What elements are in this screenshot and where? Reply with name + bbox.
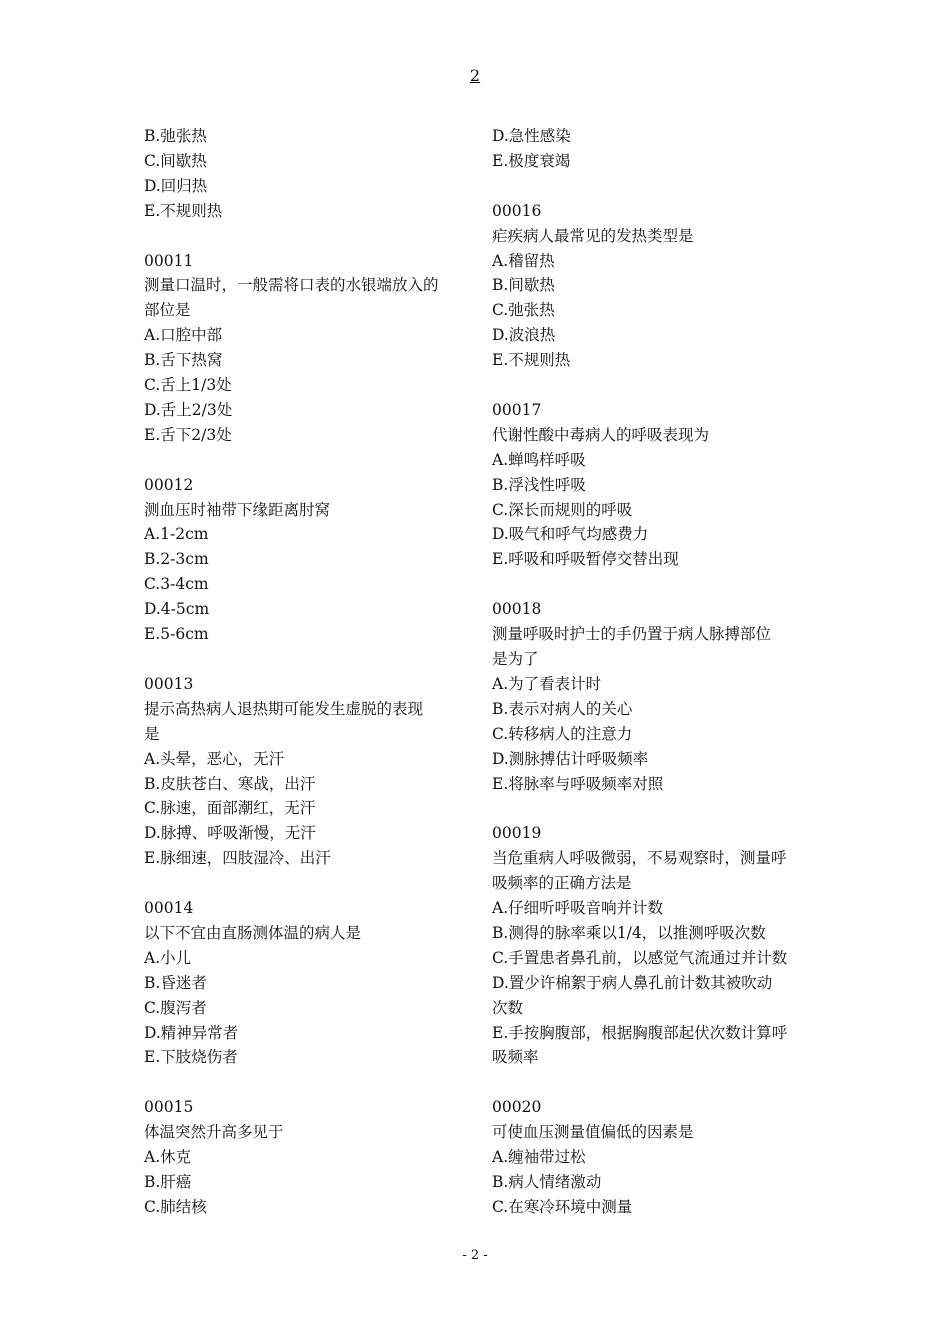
answer-option: D.吸气和呼气均感费力 bbox=[492, 525, 649, 544]
answer-option: B.表示对病人的关心 bbox=[492, 699, 633, 718]
answer-option: D.置少许棉絮于病人鼻孔前计数其被吹动 bbox=[492, 973, 773, 992]
answer-option: C.弛张热 bbox=[492, 301, 555, 320]
question-text: 以下不宜由直肠测体温的病人是 bbox=[144, 923, 362, 942]
question-block bbox=[492, 398, 822, 572]
question-text: 部位是 bbox=[144, 301, 191, 320]
answer-option: C.手置患者鼻孔前，以感觉气流通过并计数 bbox=[492, 948, 788, 967]
question-gap bbox=[144, 448, 474, 473]
page-number-header: 2 bbox=[469, 66, 481, 85]
answer-option: E.下肢烧伤者 bbox=[144, 1048, 238, 1067]
answer-option: C.深长而规则的呼吸 bbox=[492, 500, 633, 519]
answer-option: E.极度衰竭 bbox=[492, 151, 571, 170]
question-block bbox=[492, 1095, 822, 1220]
question-block bbox=[144, 473, 474, 647]
left-column bbox=[144, 124, 474, 1220]
answer-option: C.3-4cm bbox=[144, 575, 209, 594]
answer-option: C.肺结核 bbox=[144, 1197, 207, 1216]
question-id: 00019 bbox=[492, 824, 542, 843]
answer-option: B.2-3cm bbox=[144, 550, 209, 569]
answer-option: E.舌下2/3处 bbox=[144, 425, 232, 444]
answer-option: E.不规则热 bbox=[144, 201, 223, 220]
answer-option: C.舌上1/3处 bbox=[144, 376, 232, 395]
question-block bbox=[492, 199, 822, 373]
question-id: 00014 bbox=[144, 899, 194, 918]
answer-option: E.5-6cm bbox=[144, 625, 209, 644]
question-text: 当危重病人呼吸微弱，不易观察时，测量呼 bbox=[492, 849, 787, 868]
question-block bbox=[144, 124, 474, 224]
question-text: 测血压时袖带下缘距离肘窝 bbox=[144, 500, 331, 519]
answer-option: A.稽留热 bbox=[492, 251, 555, 270]
question-block bbox=[492, 597, 822, 796]
question-id: 00012 bbox=[144, 475, 194, 494]
question-text: 代谢性酸中毒病人的呼吸表现为 bbox=[492, 425, 710, 444]
answer-option: D.精神异常者 bbox=[144, 1023, 239, 1042]
question-text: 疟疾病人最常见的发热类型是 bbox=[492, 226, 694, 245]
question-text: 测量口温时，一般需将口表的水银端放入的 bbox=[144, 276, 439, 295]
question-text: 提示高热病人退热期可能发生虚脱的表现 bbox=[144, 699, 424, 718]
question-gap bbox=[144, 871, 474, 896]
answer-option: B.间歇热 bbox=[492, 276, 555, 295]
answer-option: A.为了看表计时 bbox=[492, 674, 602, 693]
question-id: 00020 bbox=[492, 1098, 542, 1117]
answer-option: B.皮肤苍白、寒战，出汗 bbox=[144, 774, 316, 793]
answer-option: A.缠袖带过松 bbox=[492, 1148, 586, 1167]
answer-option: D.急性感染 bbox=[492, 127, 571, 145]
answer-option: D.波浪热 bbox=[492, 326, 556, 345]
answer-option: A.1-2cm bbox=[144, 525, 209, 544]
answer-option: A.蝉鸣样呼吸 bbox=[492, 450, 586, 469]
answer-option: B.弛张热 bbox=[144, 127, 207, 145]
question-gap bbox=[492, 1070, 822, 1095]
question-id: 00018 bbox=[492, 600, 542, 619]
answer-option: E.不规则热 bbox=[492, 351, 571, 370]
answer-option: C.在寒冷环境中测量 bbox=[492, 1197, 633, 1216]
answer-option: 吸频率 bbox=[492, 1048, 539, 1067]
question-gap bbox=[144, 647, 474, 672]
page-footer: - 2 - bbox=[462, 1248, 488, 1263]
answer-option: A.头晕，恶心，无汗 bbox=[144, 749, 285, 768]
question-id: 00011 bbox=[144, 251, 194, 270]
answer-option: C.腹泻者 bbox=[144, 998, 207, 1017]
answer-option: 次数 bbox=[492, 998, 524, 1017]
question-block bbox=[144, 1095, 474, 1220]
answer-option: C.脉速，面部潮红，无汗 bbox=[144, 799, 316, 818]
answer-option: E.脉细速，四肢湿冷、出汗 bbox=[144, 849, 331, 868]
question-id: 00016 bbox=[492, 201, 542, 220]
question-block bbox=[144, 249, 474, 448]
question-block bbox=[492, 124, 822, 174]
question-gap bbox=[144, 1070, 474, 1095]
answer-option: A.小儿 bbox=[144, 948, 192, 967]
answer-option: A.口腔中部 bbox=[144, 326, 223, 345]
question-gap bbox=[492, 796, 822, 821]
answer-option: D.4-5cm bbox=[144, 600, 210, 619]
question-gap bbox=[492, 174, 822, 199]
answer-option: B.病人情绪激动 bbox=[492, 1172, 602, 1191]
answer-option: C.转移病人的注意力 bbox=[492, 724, 633, 743]
question-text: 体温突然升高多见于 bbox=[144, 1123, 284, 1142]
question-id: 00015 bbox=[144, 1098, 194, 1117]
answer-option: B.舌下热窝 bbox=[144, 351, 223, 370]
answer-option: E.将脉率与呼吸频率对照 bbox=[492, 774, 664, 793]
answer-option: D.舌上2/3处 bbox=[144, 400, 233, 419]
question-text: 是 bbox=[144, 724, 160, 743]
right-column bbox=[492, 124, 822, 1220]
question-block bbox=[492, 821, 822, 1070]
answer-option: C.间歇热 bbox=[144, 151, 207, 170]
answer-option: A.仔细听呼吸音响并计数 bbox=[492, 899, 664, 918]
question-text: 测量呼吸时护士的手仍置于病人脉搏部位 bbox=[492, 625, 772, 644]
answer-option: B.测得的脉率乘以1/4，以推测呼吸次数 bbox=[492, 923, 766, 942]
question-gap bbox=[492, 373, 822, 398]
question-block bbox=[144, 672, 474, 871]
answer-option: E.呼吸和呼吸暂停交替出现 bbox=[492, 550, 679, 569]
question-gap bbox=[492, 572, 822, 597]
answer-option: D.测脉搏估计呼吸频率 bbox=[492, 749, 649, 768]
answer-option: B.昏迷者 bbox=[144, 973, 207, 992]
answer-option: B.浮浅性呼吸 bbox=[492, 475, 586, 494]
question-block bbox=[144, 896, 474, 1070]
question-id: 00013 bbox=[144, 674, 194, 693]
answer-option: B.肝癌 bbox=[144, 1172, 192, 1191]
question-text: 吸频率的正确方法是 bbox=[492, 874, 632, 893]
question-text: 可使血压测量值偏低的因素是 bbox=[492, 1123, 694, 1142]
answer-option: A.休克 bbox=[144, 1148, 192, 1167]
answer-option: D.回归热 bbox=[144, 176, 208, 195]
question-gap bbox=[144, 224, 474, 249]
answer-option: E.手按胸腹部，根据胸腹部起伏次数计算呼 bbox=[492, 1023, 788, 1042]
answer-option: D.脉搏、呼吸渐慢，无汗 bbox=[144, 824, 316, 843]
question-id: 00017 bbox=[492, 400, 542, 419]
question-text: 是为了 bbox=[492, 649, 539, 668]
